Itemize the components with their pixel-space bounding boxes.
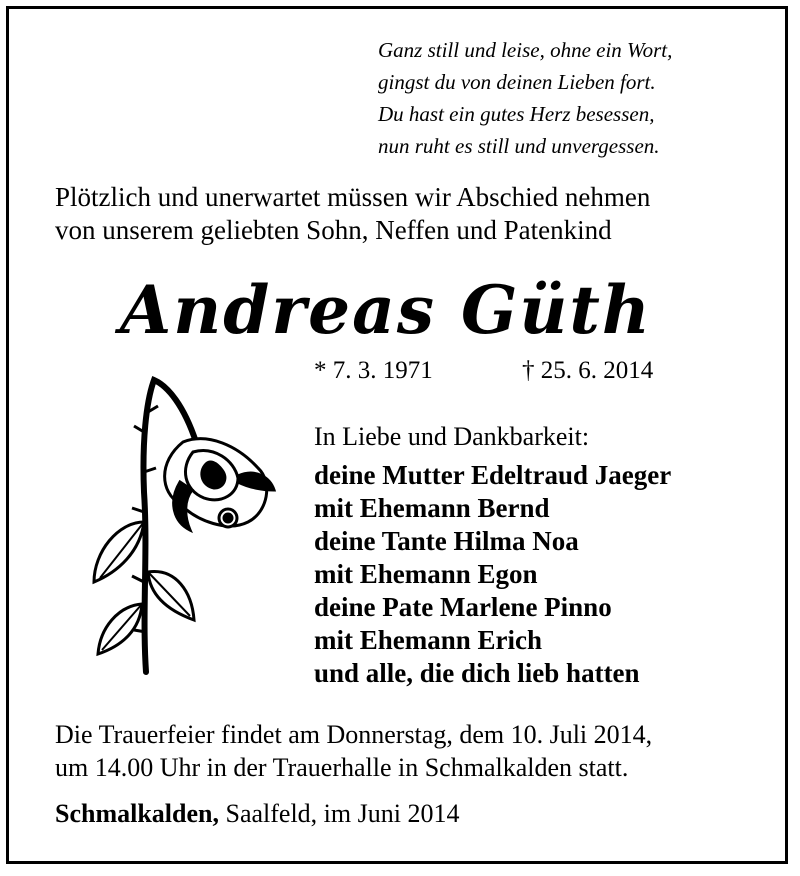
poem [378, 34, 758, 162]
list-item: deine Mutter Edeltraud Jaeger [314, 460, 672, 490]
place-primary: Schmalkalden, [55, 799, 219, 828]
list-item: mit Ehemann Bernd [314, 493, 550, 523]
poem-line: Ganz still und leise, ohne ein Wort, [378, 38, 673, 62]
list-item: mit Ehemann Egon [314, 559, 538, 589]
death-date: † 25. 6. 2014 [522, 357, 654, 384]
ceremony-notice [55, 718, 652, 784]
poem-line: Du hast ein gutes Herz besessen, [378, 102, 655, 126]
ceremony-line: Die Trauerfeier findet am Donnerstag, dem 10. Juli 2014, [55, 720, 653, 749]
list-item: deine Tante Hilma Noa [314, 526, 579, 556]
wilted-rose-icon [88, 372, 288, 692]
birth-date: * 7. 3. 1971 [314, 357, 433, 384]
intro-line: Plötzlich und unerwartet müssen wir Abschied nehmen [55, 182, 651, 212]
mourners-heading: In Liebe und Dankbarkeit: [314, 422, 590, 451]
place-and-date [55, 797, 459, 831]
mourners-list [314, 459, 671, 690]
place-rest: Saalfeld, im Juni 2014 [219, 799, 460, 828]
poem-line: gingst du von deinen Lieben fort. [378, 70, 656, 94]
list-item: mit Ehemann Erich [314, 625, 543, 655]
intro-line: von unserem geliebten Sohn, Neffen und Patenkind [55, 215, 612, 245]
deceased-name: Andreas Güth [120, 271, 652, 349]
intro-text [55, 181, 775, 247]
list-item: und alle, die dich lieb hatten [314, 658, 640, 688]
list-item: deine Pate Marlene Pinno [314, 592, 612, 622]
poem-line: nun ruht es still und unvergessen. [378, 134, 660, 158]
ceremony-line: um 14.00 Uhr in der Trauerhalle in Schmalkalden statt. [55, 753, 629, 782]
